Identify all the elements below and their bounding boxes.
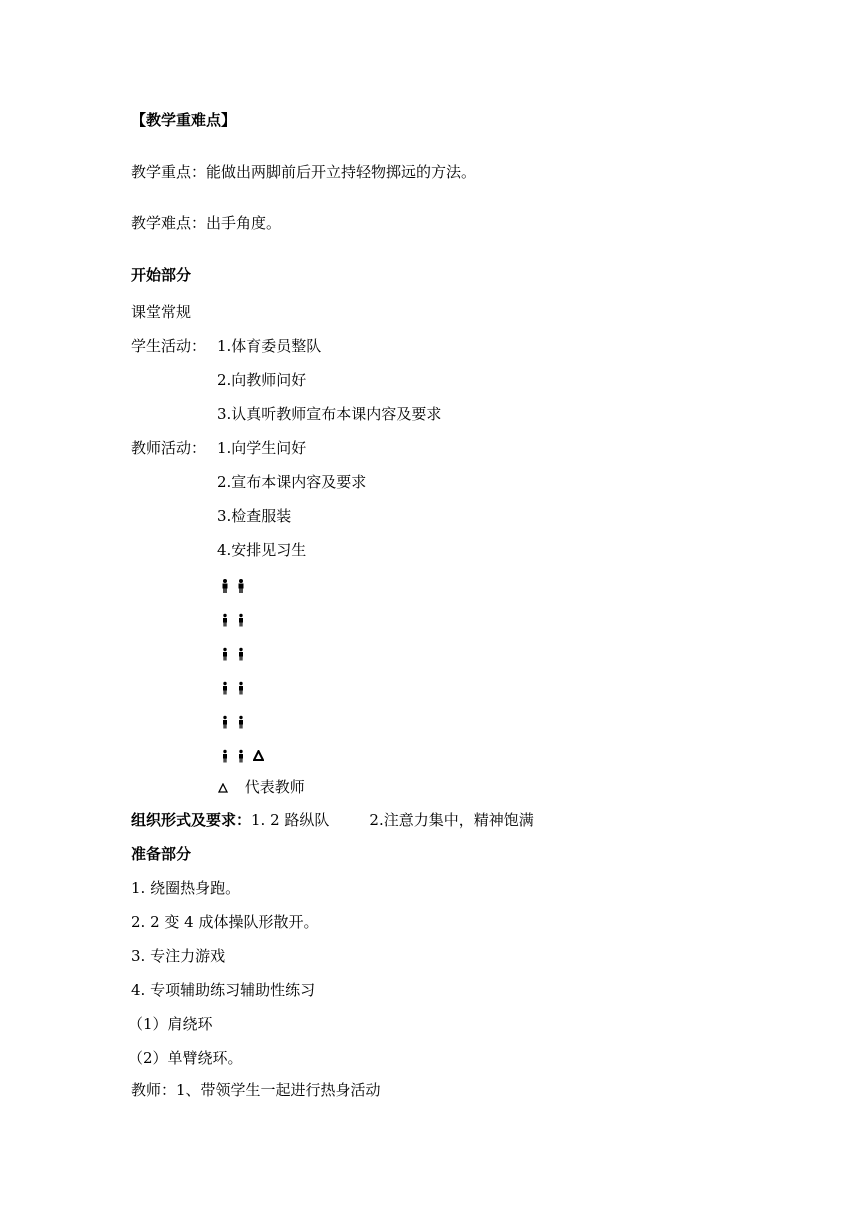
difficulty: 教学难点：出手角度。	[131, 214, 282, 232]
formation-row	[221, 609, 253, 628]
org-label: 组织形式及要求：	[131, 811, 252, 829]
formation-row	[221, 745, 264, 764]
teacher-item-1: 1.向学生问好	[217, 439, 307, 457]
student-icon	[237, 613, 245, 627]
prep-item-2: 2. 2 变 4 成体操队形散开。	[131, 913, 319, 931]
student-icon	[237, 579, 245, 593]
teacher-triangle-icon	[253, 750, 264, 761]
section-prep-title: 准备部分	[131, 845, 192, 863]
student-icon	[237, 715, 245, 729]
student-icon	[221, 613, 229, 627]
student-icon	[221, 579, 229, 593]
student-icon	[237, 647, 245, 661]
prep-item-1: 1. 绕圈热身跑。	[131, 879, 241, 897]
org-item-2: 2.注意力集中，精神饱满	[369, 811, 534, 829]
sub-item-1: （1）肩绕环	[128, 1015, 213, 1033]
teacher-item-4: 4.安排见习生	[217, 541, 307, 559]
teacher-item-2: 2.宣布本课内容及要求	[217, 473, 367, 491]
student-item-3: 3.认真听教师宣布本课内容及要求	[217, 405, 442, 423]
heading-key-points: 【教学重难点】	[131, 111, 237, 129]
teacher-note: 教师：1、带领学生一起进行热身活动	[131, 1081, 381, 1099]
sub-item-2: （2）单臂绕环。	[128, 1049, 243, 1067]
student-icon	[221, 749, 229, 763]
prep-item-3: 3. 专注力游戏	[131, 947, 226, 965]
student-icon	[237, 749, 245, 763]
student-item-2: 2.向教师问好	[217, 371, 307, 389]
routine: 课堂常规	[131, 303, 192, 321]
org-item-1: 1. 2 路纵队	[251, 811, 330, 829]
formation-row	[221, 711, 253, 730]
key-point: 教学重点：能做出两脚前后开立持轻物掷远的方法。	[131, 163, 477, 181]
teacher-item-3: 3.检查服装	[217, 507, 292, 525]
legend	[218, 777, 305, 797]
student-icon	[221, 681, 229, 695]
student-label: 学生活动：	[131, 337, 207, 355]
student-icon	[221, 715, 229, 729]
teacher-triangle-icon	[218, 783, 228, 793]
formation-row	[221, 575, 253, 594]
formation-row	[221, 677, 253, 696]
section-start-title: 开始部分	[131, 266, 192, 284]
organization-line	[131, 810, 534, 830]
prep-item-4: 4. 专项辅助练习辅助性练习	[131, 981, 316, 999]
formation-row	[221, 643, 253, 662]
student-icon	[221, 647, 229, 661]
student-icon	[237, 681, 245, 695]
teacher-label: 教师活动：	[131, 439, 207, 457]
student-item-1: 1.体育委员整队	[217, 337, 322, 355]
legend-text: 代表教师	[244, 778, 305, 796]
